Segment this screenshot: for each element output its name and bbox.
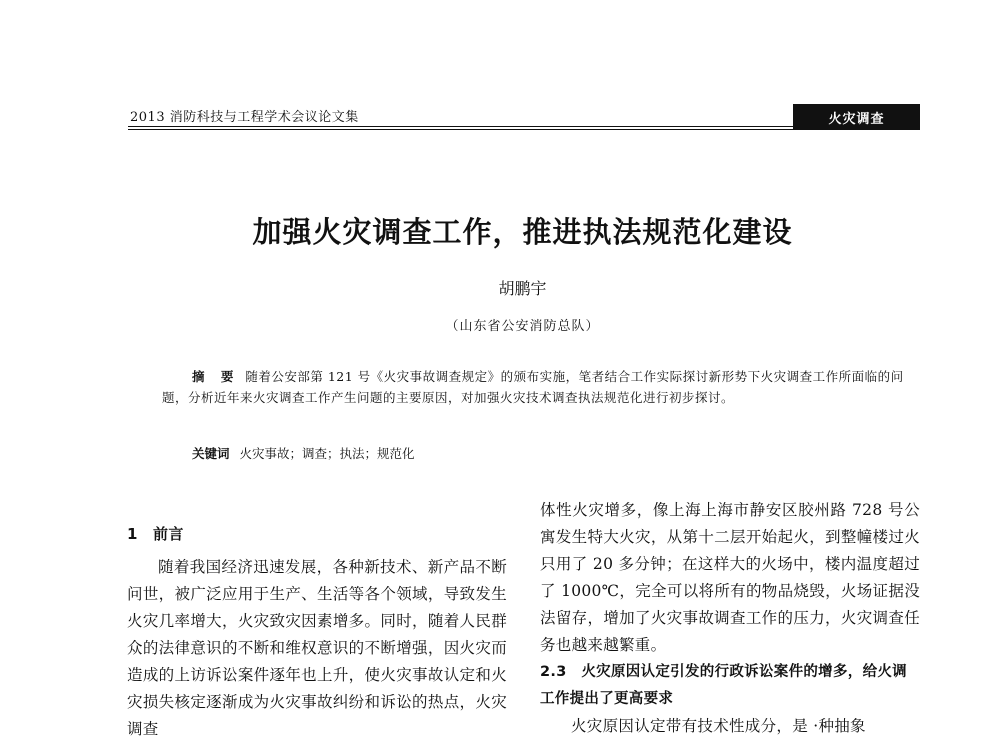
affiliation: （山东省公安消防总队） [445,319,600,334]
body-paragraph-continued: 体性火灾增多，像上海上海市静安区胶州路 728 号公寓发生特大火灾，从第十二层开始起火，到整幢楼过火只用了 20 多分钟；在这样大的火场中，楼内温度超过了 1000℃，完全可以将所有的物品烧毁，火场证据没法留存，增加了火灾事故调查工作的压力，火灾调查任务也越来越繁重。 [540,501,920,654]
keywords-text: 火灾事故；调查；执法；规范化 [239,446,415,461]
paper-title: 加强火灾调查工作，推进执法规范化建设 [252,215,793,249]
keywords-label: 关键词 [192,446,230,461]
abstract-text: 随着公安部第 121 号《火灾事故调查规定》的颁布实施，笔者结合工作实际探讨新形势下火灾调查工作所面临的问题，分析近年来火灾调查工作产生问题的主要原因，对加强火灾技术调查执法规范化进行初步探讨。 [162,369,904,405]
body-paragraph: 随着我国经济迅速发展，各种新技术、新产品不断问世，被广泛应用于生产、生活等各个领域，导致发生火灾几率增大，火灾致灾因素增多。同时，随着人民群众的法律意识的不断和维权意识的不断增强，因火灾而造成的上访诉讼案件逐年也上升，使火灾事故认定和火灾损失核定逐渐成为火灾事故纠纷和诉讼的热点，火灾调查 [127,558,507,738]
right-column [540,497,920,740]
running-header: 2013 消防科技与工程学术会议论文集 [130,110,359,125]
body-paragraph: 火灾原因认定带有技术性成分，是 ·种抽象 [571,717,866,735]
section-tag: 火灾调查 [793,104,920,130]
abstract [162,366,907,408]
abstract-label: 摘 要 [192,369,240,384]
subsection-heading: 2.3 火灾原因认定引发的行政诉讼案件的增多，给火调工作提出了更高要求 [540,664,907,707]
left-column [127,521,507,743]
author: 胡鹏宇 [498,279,547,298]
section-heading: 1 前言 [127,525,184,543]
header-rule-thin [128,129,793,130]
abstract-paragraph [162,366,907,408]
keywords [192,444,415,462]
